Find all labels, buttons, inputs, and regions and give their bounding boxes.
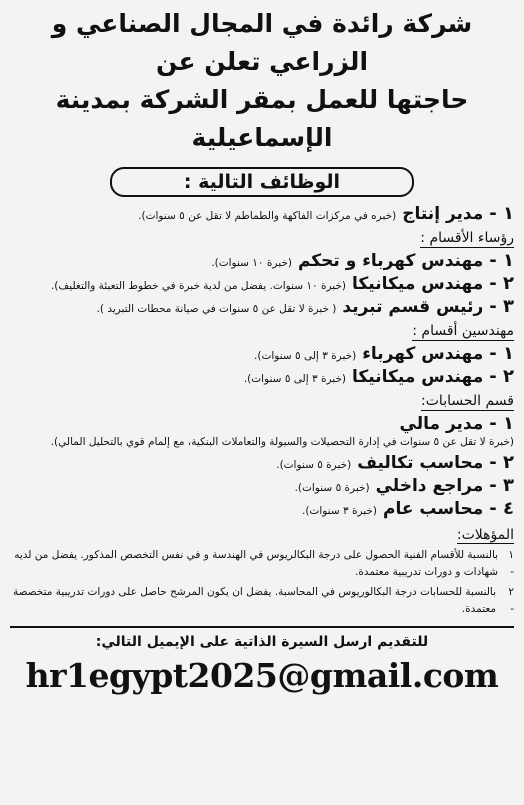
job-index: ١ - bbox=[489, 343, 514, 364]
job-dept-head bbox=[10, 296, 514, 317]
job-index: ٢ - bbox=[489, 452, 514, 473]
job-note: (خبره في مركزات الفاكهة والطماطم لا تقل عن ٥ سنوات). bbox=[138, 210, 397, 222]
job-section-engineer bbox=[10, 343, 514, 364]
job-title: مدير مالي bbox=[399, 414, 484, 434]
job-index: ١ - bbox=[489, 413, 514, 434]
job-note: (خبرة لا تقل عن ٥ سنوات في إدارة التحصيلات والسيولة والتعاملات البنكية، مع إلمام قوي بالتحليل المالي). bbox=[50, 436, 514, 448]
qualification-item bbox=[10, 584, 514, 618]
qualification-text: بالنسبة للحسابات درجة البكالوريوس في المحاسبة. يفضل ان يكون المرشح حاصل على دورات تدريبية متخصصة معتمدة. bbox=[12, 586, 497, 615]
job-title: مهندس كهرباء و تحكم bbox=[297, 251, 484, 271]
job-dept-head bbox=[10, 273, 514, 294]
job-note: ( خبرة لا تقل عن ٥ سنوات في صيانة محطات التبريد ). bbox=[96, 303, 337, 315]
job-title: مهندس ميكانيكا bbox=[352, 274, 484, 294]
job-dept-head bbox=[10, 250, 514, 271]
job-note: (خبرة ٥ سنوات). bbox=[294, 482, 370, 494]
accounts-heading: قسم الحسابات: bbox=[421, 393, 514, 409]
job-title: مهندس كهرباء bbox=[362, 344, 484, 364]
job-title: محاسب عام bbox=[383, 499, 484, 519]
job-section-engineer bbox=[10, 366, 514, 387]
qualifications-heading: المؤهلات: bbox=[456, 527, 514, 543]
job-title: مهندس ميكانيكا bbox=[352, 367, 484, 387]
job-title: مدير إنتاج bbox=[402, 204, 484, 224]
job-index: ١ - bbox=[489, 250, 514, 271]
qualification-index: ٢ - bbox=[508, 586, 514, 615]
headline-line-2: حاجتها للعمل بمقر الشركة بمدينة الإسماعيلية bbox=[55, 85, 469, 152]
job-advertisement bbox=[10, 5, 514, 795]
job-note: (خبرة ٣ سنوات). bbox=[302, 505, 377, 517]
job-financial-manager bbox=[10, 413, 514, 450]
divider bbox=[10, 626, 514, 628]
job-note: (خبرة ١٠ سنوات. يفضل من لدية خبرة في خطوط التعبئة والتغليف). bbox=[50, 280, 347, 292]
job-note: (خبرة ١٠ سنوات). bbox=[211, 257, 292, 269]
qualification-index: ١ - bbox=[508, 549, 514, 578]
email-address[interactable]: hr1egypt2025@gmail.com bbox=[25, 656, 499, 695]
job-title: محاسب تكاليف bbox=[357, 453, 484, 473]
jobs-title-box: الوظائف التالية : bbox=[110, 167, 414, 197]
job-title: رئيس قسم تبريد bbox=[342, 297, 484, 317]
job-title: مراجع داخلي bbox=[375, 476, 484, 496]
qualification-item bbox=[10, 547, 514, 581]
job-note: (خبرة ٥ سنوات). bbox=[276, 459, 352, 471]
dept-heads-heading: رؤساء الأقسام : bbox=[420, 230, 514, 246]
job-accounts bbox=[10, 452, 514, 473]
job-index: ٢ - bbox=[489, 366, 514, 387]
job-index: ١ - bbox=[489, 203, 514, 224]
job-index: ٣ - bbox=[489, 475, 514, 496]
apply-instructions: للتقديم ارسل السيرة الذاتية على الإيميل التالي: bbox=[95, 634, 429, 650]
qualification-text: بالنسبة للأقسام الفنية الحصول على درجة البكالريوس في الهندسة و في نفس التخصص المذكور. يفضل من لديه شهادات و دورات تدريبية معتمدة. bbox=[14, 549, 499, 578]
headline-line-1: شركة رائدة في المجال الصناعي و الزراعي تعلن عن bbox=[51, 9, 473, 76]
job-index: ٢ - bbox=[489, 273, 514, 294]
job-note: (خبرة ٣ إلى ٥ سنوات). bbox=[243, 373, 347, 385]
job-index: ٤ - bbox=[489, 498, 514, 519]
job-note: (خبرة ٣ إلى ٥ سنوات). bbox=[254, 350, 357, 362]
job-accounts bbox=[10, 475, 514, 496]
job-index: ٣ - bbox=[489, 296, 514, 317]
job-production-manager bbox=[10, 203, 514, 224]
section-engineers-heading: مهندسين أقسام : bbox=[412, 323, 514, 339]
job-accounts bbox=[10, 498, 514, 519]
